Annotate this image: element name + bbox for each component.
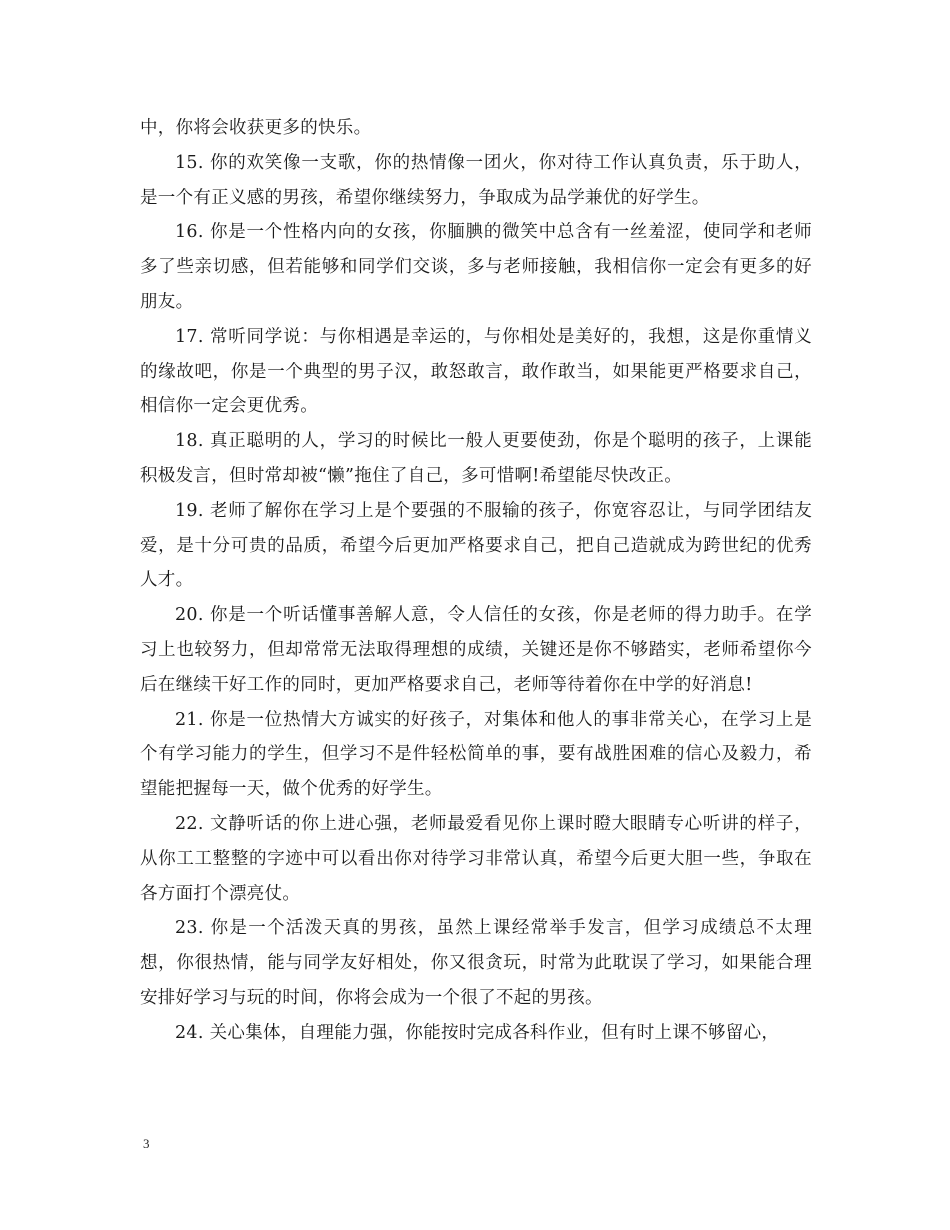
- paragraph-22: 22. 文静听话的你上进心强，老师最爱看见你上课时瞪大眼睛专心听讲的样子，从你工工整整的字迹中可以看出你对待学习非常认真，希望今后更大胆一些，争取在各方面打个漂亮仗。: [140, 813, 812, 904]
- paragraph-21: 21. 你是一位热情大方诚实的好孩子，对集体和他人的事非常关心，在学习上是个有学习能力的学生，但学习不是件轻松简单的事，要有战胜困难的信心及毅力，希望能把握每一天，做个优秀的好学生。: [140, 709, 812, 800]
- paragraph-17: 17. 常听同学说：与你相遇是幸运的，与你相处是美好的，我想，这是你重情义的缘故吧，你是一个典型的男子汉，敢怒敢言，敢作敢当，如果能更严格要求自己，相信你一定会更优秀。: [140, 326, 812, 417]
- paragraph-18: 18. 真正聪明的人，学习的时候比一般人更要使劲，你是个聪明的孩子，上课能积极发言，但时常却被“懒”拖住了自己，多可惜啊!希望能尽快改正。: [140, 431, 812, 486]
- paragraph-continuation: 中，你将会收获更多的快乐。: [140, 118, 372, 138]
- paragraph-20: 20. 你是一个听话懂事善解人意，令人信任的女孩，你是老师的得力助手。在学习上也较努力，但却常常无法取得理想的成绩，关键还是你不够踏实，老师希望你今后在继续干好工作的同时，更加严格要求自己，老师等待着你在中学的好消息!: [140, 605, 812, 695]
- paragraph-16: 16. 你是一个性格内向的女孩，你腼腆的微笑中总含有一丝羞涩，使同学和老师多了些亲切感，但若能够和同学们交谈，多与老师接触，我相信你一定会有更多的好朋友。: [140, 222, 812, 312]
- page-number: 3: [143, 1136, 150, 1151]
- paragraph-15: 15. 你的欢笑像一支歌，你的热情像一团火，你对待工作认真负责，乐于助人，是一个有正义感的男孩，希望你继续努力，争取成为品学兼优的好学生。: [140, 152, 812, 208]
- paragraph-24: 24. 关心集体，自理能力强，你能按时完成各科作业，但有时上课不够留心，: [175, 1022, 780, 1043]
- paragraph-23: 23. 你是一个活泼天真的男孩，虽然上课经常举手发言，但学习成绩总不太理想，你很热情，能与同学友好相处，你又很贪玩，时常为此耽误了学习，如果能合理安排好学习与玩的时间，你将会成为一个很了不起的男孩。: [140, 918, 812, 1008]
- paragraph-19: 19. 老师了解你在学习上是个要强的不服输的孩子，你宽容忍让，与同学团结友爱，是十分可贵的品质，希望今后更加严格要求自己，把自己造就成为跨世纪的优秀人才。: [140, 500, 812, 591]
- document-body: [140, 111, 812, 1051]
